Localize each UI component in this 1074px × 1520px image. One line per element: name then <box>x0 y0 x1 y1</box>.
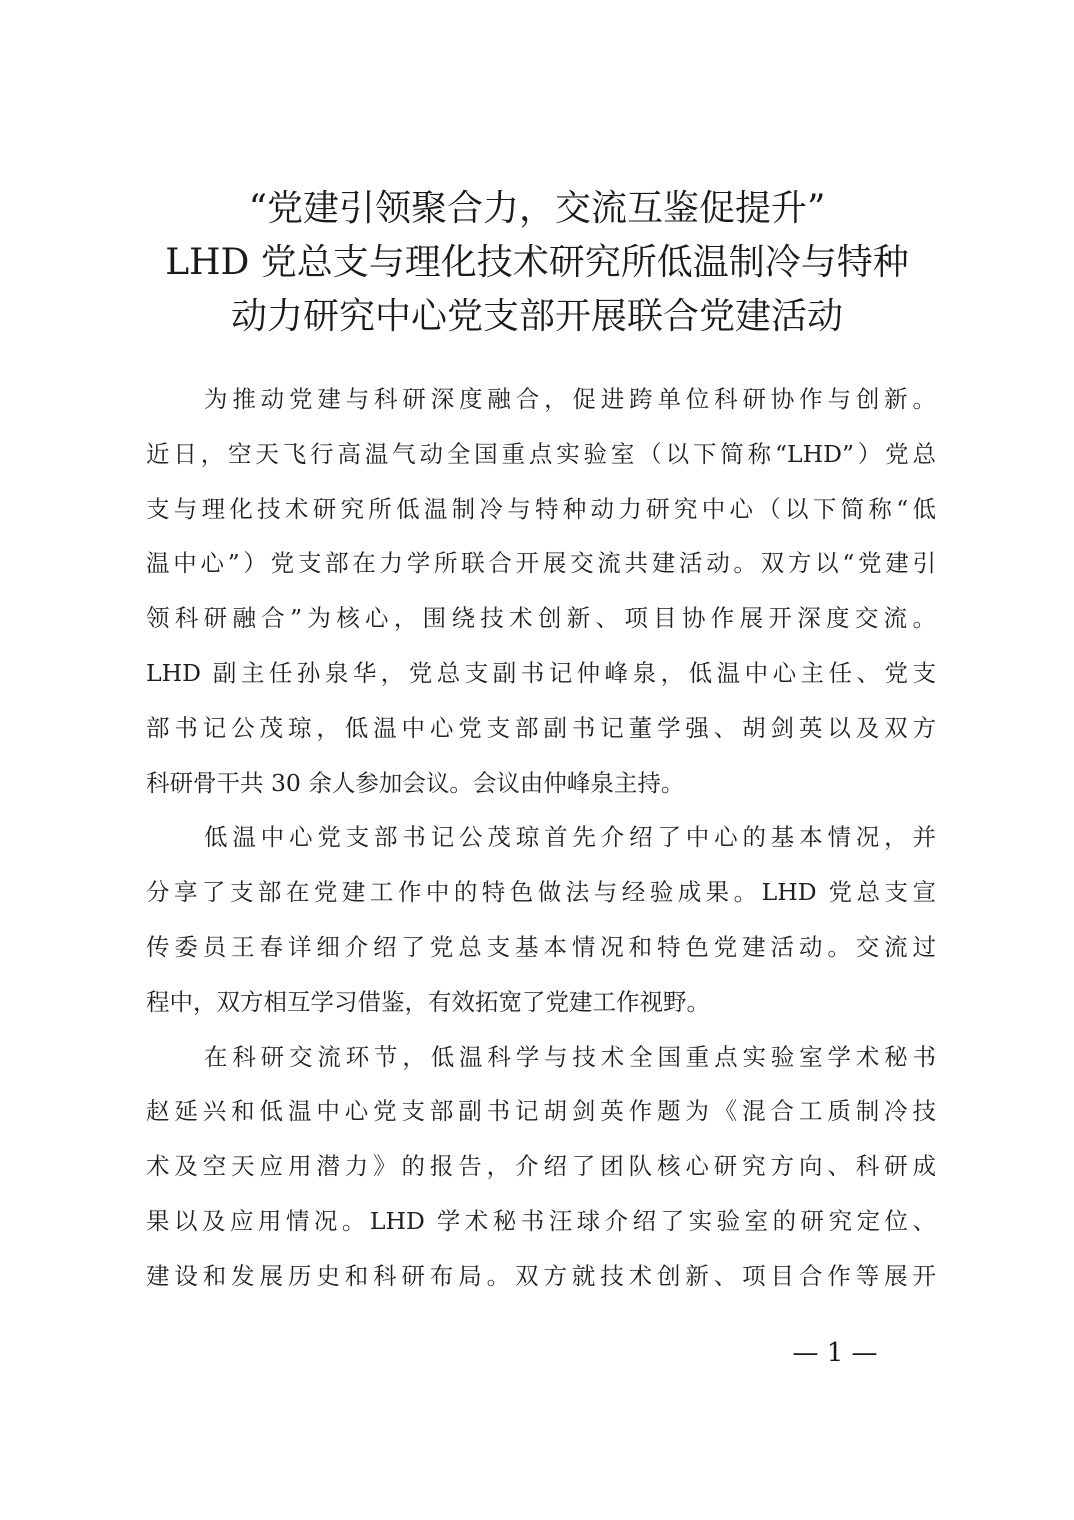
paragraph-line: 低温中心党支部书记公茂琼首先介绍了中心的基本情况，并 <box>204 823 936 852</box>
paragraph-line: 术及空天应用潜力》的报告，介绍了团队核心研究方向、科研成 <box>146 1152 936 1181</box>
paragraph-line: 建设和发展历史和科研布局。双方就技术创新、项目合作等展开 <box>146 1261 936 1290</box>
paragraph-line: 传委员王春详细介绍了党总支基本情况和特色党建活动。交流过 <box>146 932 936 961</box>
paragraph-line: 部书记公茂琼，低温中心党支部副书记董学强、胡剑英以及双方 <box>146 713 936 742</box>
paragraph-line: 赵延兴和低温中心党支部副书记胡剑英作题为《混合工质制冷技 <box>146 1097 936 1126</box>
paragraph-line: 为推动党建与科研深度融合，促进跨单位科研协作与创新。 <box>204 385 936 413</box>
paragraph-line: 近日，空天飞行高温气动全国重点实验室（以下简称“LHD”）党总 <box>146 439 936 468</box>
title-line: “党建引领聚合力，交流互鉴促提升” <box>248 188 826 229</box>
page-number: — 1 — <box>792 1338 878 1368</box>
paragraph-line: 科研骨干共 30 余人参加会议。会议由仲峰泉主持。 <box>146 768 685 797</box>
paragraph-line: LHD 副主任孙泉华，党总支副书记仲峰泉，低温中心主任、党支 <box>146 658 936 687</box>
title-line: 动力研究中心党支部开展联合党建活动 <box>230 296 843 337</box>
document-body <box>146 372 936 1304</box>
paragraph-line: 温中心”）党支部在力学所联合开展交流共建活动。双方以“党建引 <box>146 549 936 578</box>
paragraph-line: 程中，双方相互学习借鉴，有效拓宽了党建工作视野。 <box>146 987 710 1016</box>
paragraph-line: 分享了支部在党建工作中的特色做法与经验成果。LHD 党总支宣 <box>146 878 936 907</box>
title-line: LHD 党总支与理化技术研究所低温制冷与特种 <box>165 242 909 283</box>
paragraph-line: 果以及应用情况。LHD 学术秘书汪球介绍了实验室的研究定位、 <box>146 1206 936 1235</box>
paragraph <box>146 372 936 810</box>
paragraph <box>146 1030 936 1304</box>
paragraph-line: 在科研交流环节，低温科学与技术全国重点实验室学术秘书 <box>204 1042 936 1071</box>
paragraph-line: 领科研融合”为核心，围绕技术创新、项目协作展开深度交流。 <box>146 604 936 633</box>
document-title <box>130 182 944 344</box>
paragraph <box>146 810 936 1029</box>
paragraph-line: 支与理化技术研究所低温制冷与特种动力研究中心（以下简称“低 <box>146 494 936 523</box>
